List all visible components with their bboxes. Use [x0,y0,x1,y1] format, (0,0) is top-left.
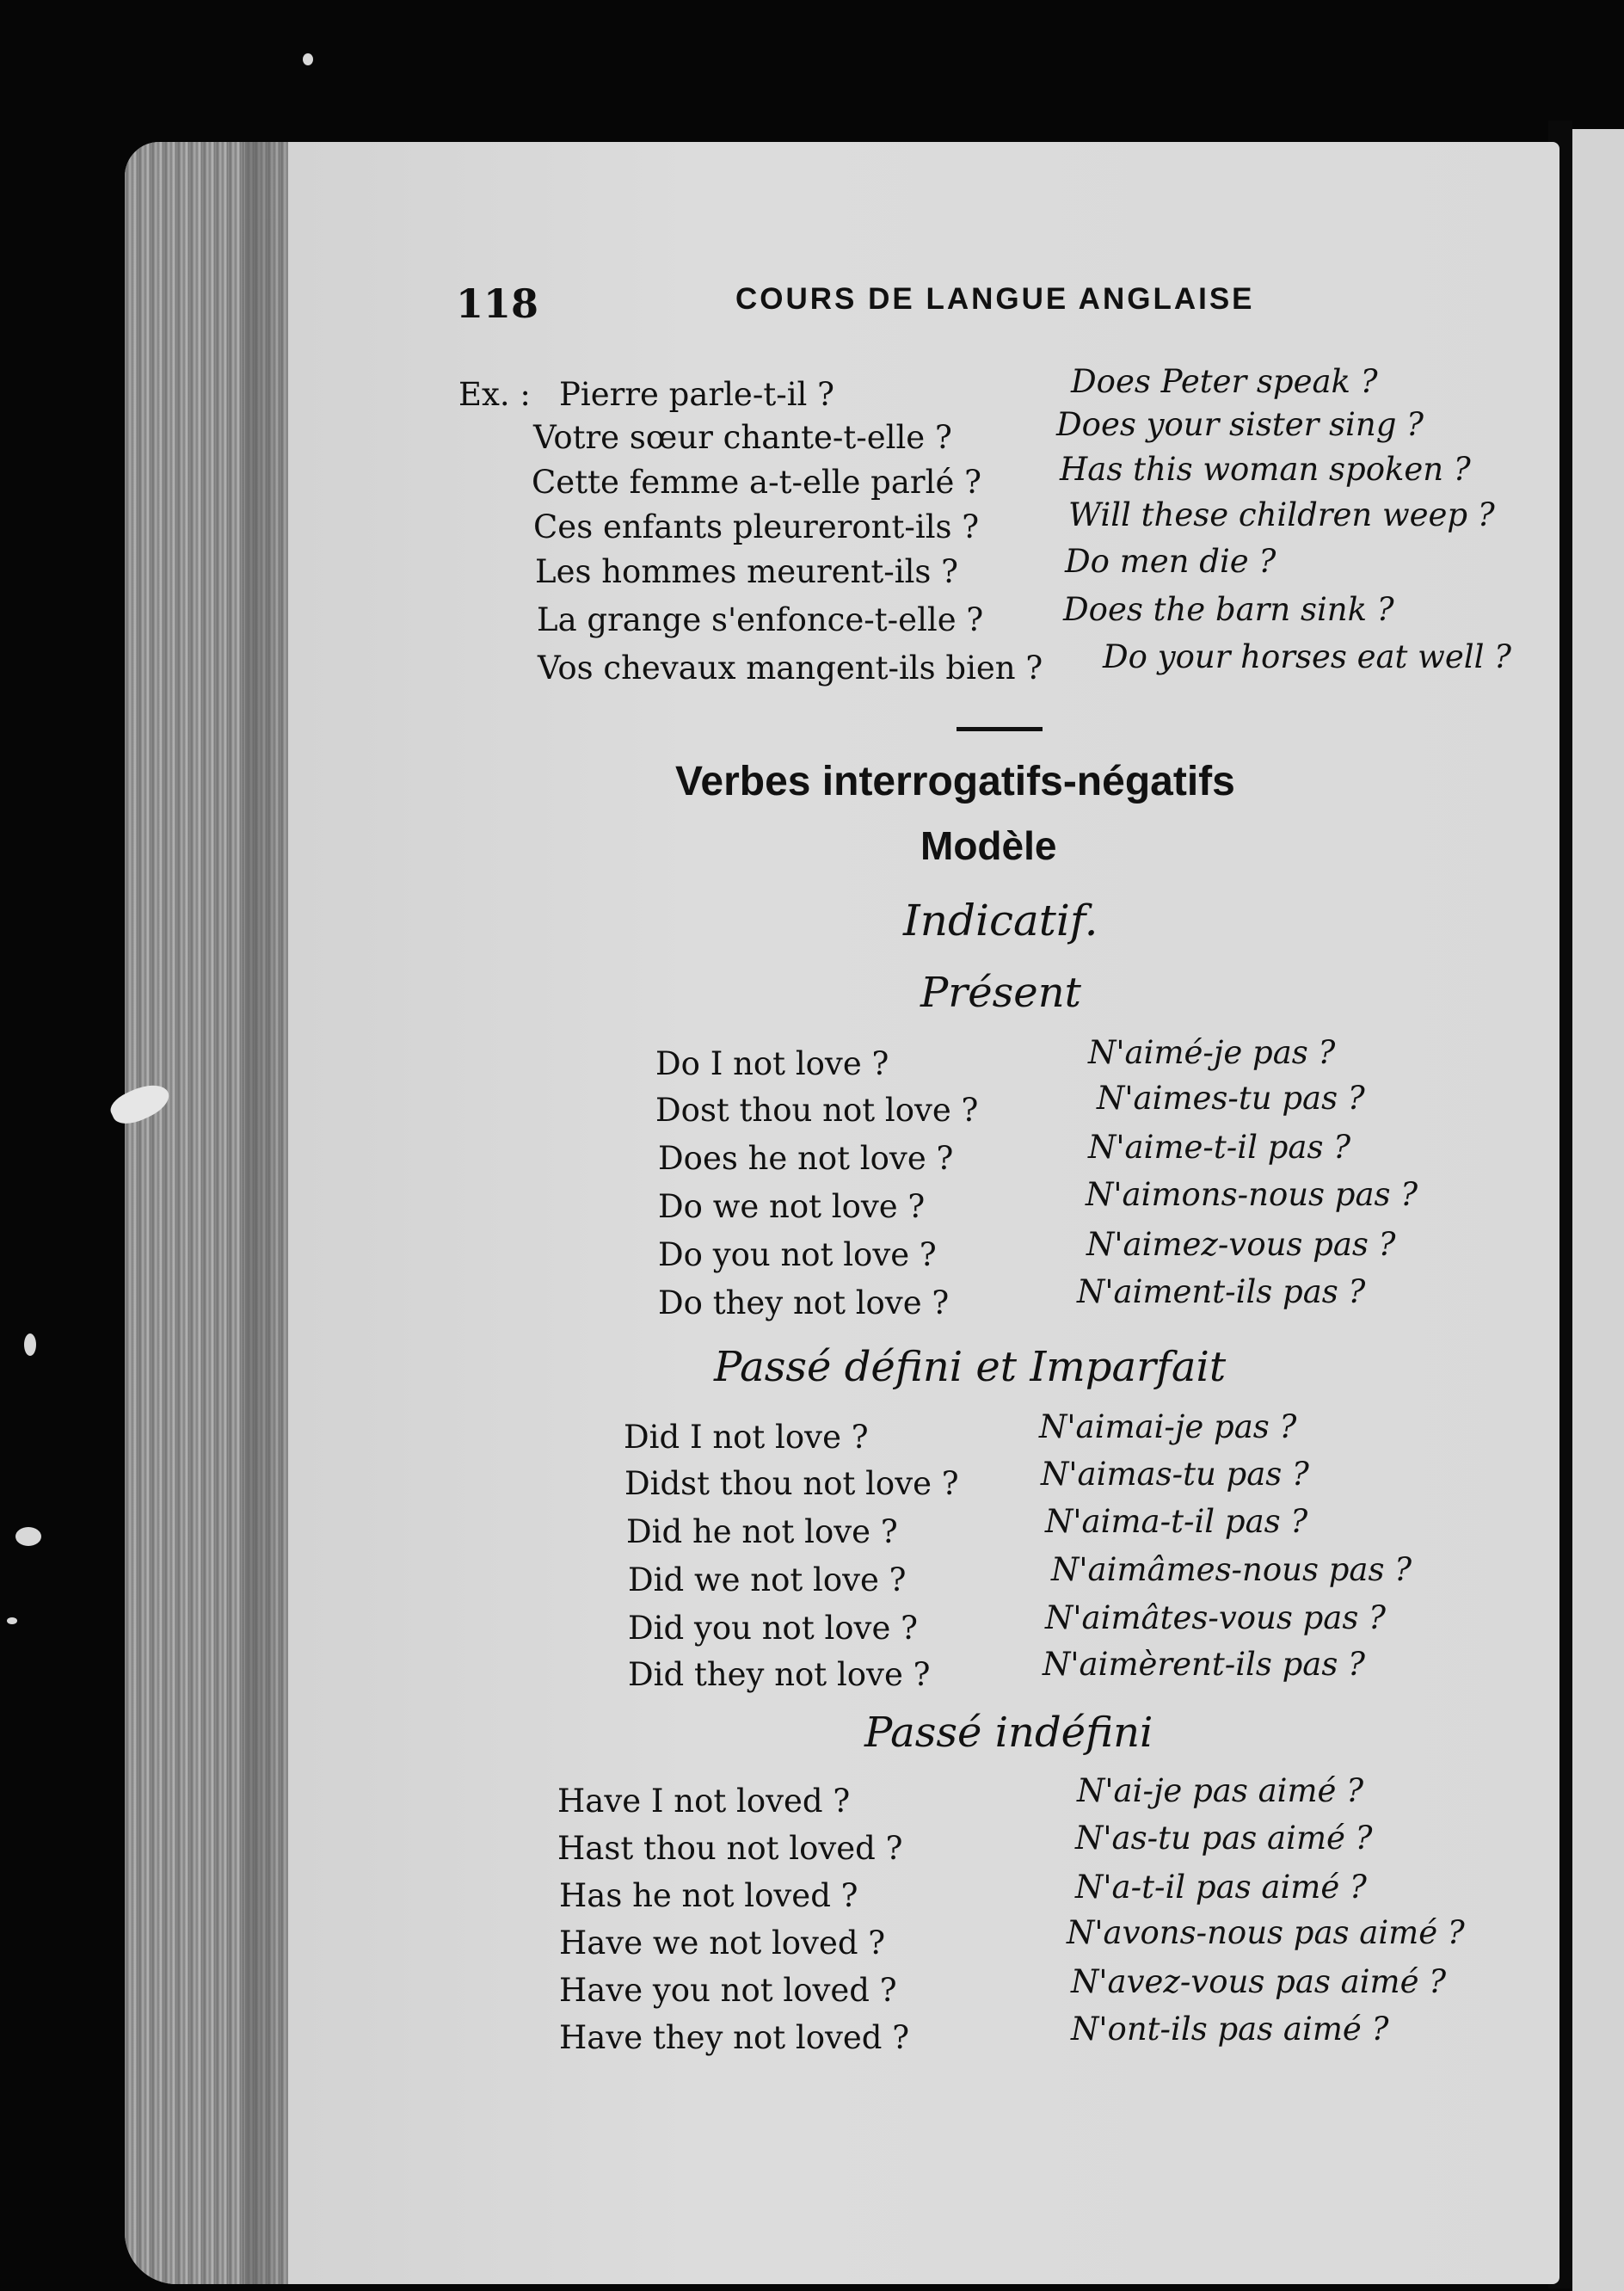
example-en: Do your horses eat well ? [1103,638,1512,675]
conjugation-en: Hast thou not loved ? [557,1830,903,1867]
example-fr: La grange s'enfonce-t-elle ? [537,601,984,638]
conjugation-en: Did they not love ? [628,1656,931,1693]
conjugation-en: Did we not love ? [628,1561,907,1598]
conjugation-en: Do they not love ? [658,1284,950,1321]
example-en: Does the barn sink ? [1063,591,1394,628]
example-fr: Pierre parle-t-il ? [559,376,834,413]
tense-heading: Passé indéfini [864,1709,1153,1757]
example-fr: Vos chevaux mangent-ils bien ? [538,650,1043,687]
conjugation-fr: N'aimai-je pas ? [1039,1408,1297,1445]
conjugation-en: Dost thou not love ? [655,1092,979,1129]
conjugation-fr: N'aimez-vous pas ? [1086,1226,1396,1263]
conjugation-fr: N'ai-je pas aimé ? [1077,1772,1364,1809]
conjugation-fr: N'avons-nous pas aimé ? [1067,1914,1465,1951]
conjugation-fr: N'aiment-ils pas ? [1077,1273,1366,1310]
conjugation-fr: N'aimâtes-vous pas ? [1045,1599,1386,1636]
conjugation-en: Have they not loved ? [559,2019,910,2056]
example-en: Has this woman spoken ? [1060,451,1471,488]
tense-heading: Présent [920,969,1081,1017]
conjugation-en: Did he not love ? [626,1513,898,1550]
conjugation-fr: N'ont-ils pas aimé ? [1071,2011,1389,2048]
example-en: Does Peter speak ? [1071,363,1378,400]
example-fr: Ces enfants pleureront-ils ? [533,508,980,545]
conjugation-en: Do I not love ? [655,1045,889,1082]
section-subtitle: Modèle [920,823,1057,868]
conjugation-en: Did I not love ? [624,1419,869,1456]
conjugation-fr: N'aimas-tu pas ? [1041,1456,1309,1493]
mood-heading: Indicatif. [903,896,1098,945]
running-title: COURS DE LANGUE ANGLAISE [735,282,1255,316]
conjugation-fr: N'aimâmes-nous pas ? [1051,1551,1412,1588]
conjugation-en: Have we not loved ? [559,1925,886,1962]
section-title: Verbes interrogatifs-négatifs [675,759,1235,804]
example-en: Does your sister sing ? [1056,406,1424,443]
conjugation-fr: N'aime-t-il pas ? [1088,1129,1351,1166]
conjugation-en: Did you not love ? [628,1610,918,1647]
conjugation-en: Have I not loved ? [557,1783,851,1820]
conjugation-fr: N'avez-vous pas aimé ? [1071,1963,1447,2000]
example-fr: Cette femme a-t-elle parlé ? [532,464,981,501]
example-fr: Les hommes meurent-ils ? [535,553,958,590]
conjugation-fr: N'aimèrent-ils pas ? [1043,1646,1365,1683]
conjugation-fr: N'aimes-tu pas ? [1097,1080,1365,1117]
conjugation-fr: N'aimé-je pas ? [1088,1034,1336,1071]
conjugation-fr: N'aimons-nous pas ? [1086,1176,1418,1213]
conjugation-en: Have you not loved ? [559,1972,897,2009]
tense-heading: Passé défini et Imparfait [714,1343,1227,1391]
example-fr: Votre sœur chante-t-elle ? [533,419,952,456]
conjugation-en: Do you not love ? [658,1236,937,1273]
conjugation-fr: N'a-t-il pas aimé ? [1075,1869,1367,1906]
conjugation-en: Didst thou not love ? [624,1465,959,1502]
example-en: Will these children weep ? [1068,496,1495,533]
conjugation-fr: N'aima-t-il pas ? [1045,1503,1308,1540]
conjugation-en: Does he not love ? [658,1140,954,1177]
example-en: Do men die ? [1065,543,1276,580]
conjugation-fr: N'as-tu pas aimé ? [1075,1820,1373,1857]
page-number: 118 [456,280,539,327]
section-divider [957,727,1043,731]
conjugation-en: Has he not loved ? [559,1877,858,1914]
examples-label: Ex. : [458,376,531,413]
conjugation-en: Do we not love ? [658,1188,926,1225]
